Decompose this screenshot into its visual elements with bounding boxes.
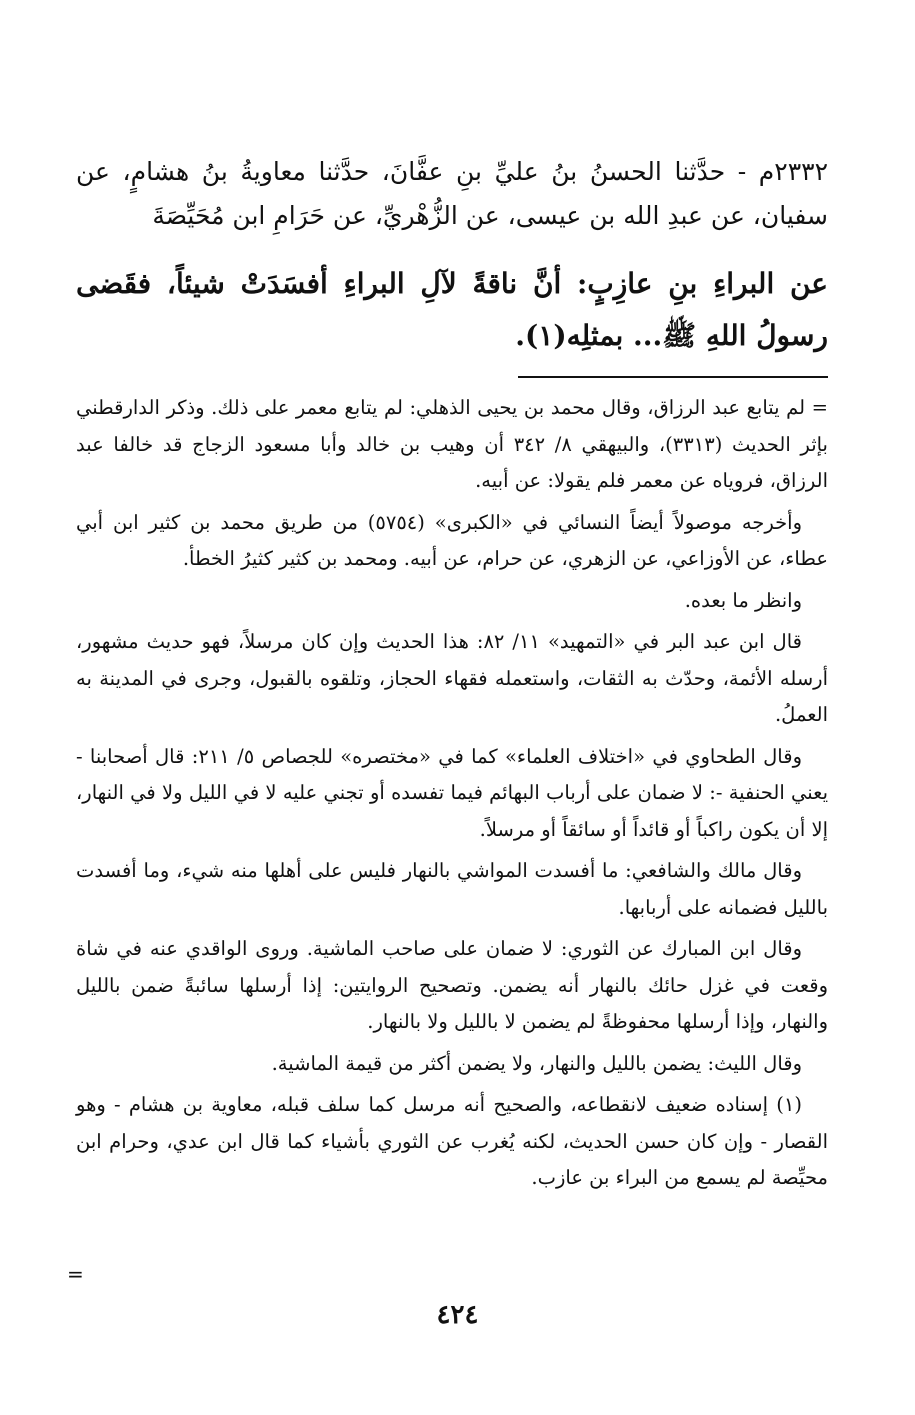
footnote-paragraph: وأخرجه موصولاً أيضاً النسائي في «الكبرى» (٥٧٥٤) من طريق محمد بن كثير ابن أبي عطاء، عن الأوزاعي، عن الزهري، عن حرام، عن أبيه. ومحمد بن كثير كثيرُ الخطأ. — [76, 510, 828, 570]
footnote-paragraph: = لم يتابع عبد الرزاق، وقال محمد بن يحيى الذهلي: لم يتابع معمر على ذلك. وذكر الدارقطني بإثر الحديث (٣٣١٣)، والبيهقي ٨/ ٣٤٢ أن وهيب بن خالد وأبا مسعود الزجاج قد خالفا عبد الرزاق، فروياه عن معمر فلم يقولا: عن أبيه. — [76, 396, 828, 492]
page-content — [76, 150, 828, 1202]
footnote-separator — [518, 376, 828, 378]
continuation-mark: = — [67, 1262, 84, 1286]
footnotes — [76, 390, 828, 1197]
footnote-paragraph: وانظر ما بعده. — [684, 588, 802, 612]
page-number: ٤٢٤ — [436, 1300, 479, 1330]
hadith-text: عن البراءِ بنِ عازِبٍ: أنَّ ناقةً لآلِ البراءِ أفسَدَتْ شيئاً، فقَضى رسولُ اللهِ ﷺ... بمثلِه(١). — [76, 267, 828, 352]
footnote-paragraph: وقال الليث: يضمن بالليل والنهار، ولا يضمن أكثر من قيمة الماشية. — [271, 1051, 802, 1075]
footnote-paragraph: (١) إسناده ضعيف لانقطاعه، والصحيح أنه مرسل كما سلف قبله، معاوية بن هشام - وهو القصار - وإن كان حسن الحديث، لكنه يُغرب عن الثوري بأشياء كما قال ابن عدي، وحرام ابن محيِّصة لم يسمع من البراء بن عازب. — [76, 1093, 828, 1189]
footnote-paragraph: وقال مالك والشافعي: ما أفسدت المواشي بالنهار فليس على أهلها منه شيء، وما أفسدت بالليل فضمانه على أربابها. — [76, 859, 828, 919]
footnote-paragraph: وقال الطحاوي في «اختلاف العلماء» كما في «مختصره» للجصاص ٥/ ٢١١: قال أصحابنا - يعني الحنفية -: لا ضمان على أرباب البهائم فيما تفسده أو تجني عليه لا في الليل ولا في النهار، إلا أن يكون راكباً أو قائداً أو سائقاً أو مرسلاً. — [76, 744, 828, 841]
footnote-paragraph: قال ابن عبد البر في «التمهيد» ١١/ ٨٢: هذا الحديث وإن كان مرسلاً، فهو حديث مشهور، أرسله الأئمة، وحدّث به الثقات، واستعمله فقهاء الحجاز، وتلقوه بالقبول، وجرى في المدينة به العملُ. — [76, 630, 828, 726]
footnote-paragraph: وقال ابن المبارك عن الثوري: لا ضمان على صاحب الماشية. وروى الواقدي عنه في شاة وقعت في غزل حائك بالنهار أنه يضمن. وتصحيح الروايتين: إذا أرسلها سائبةً ضمن بالليل والنهار، وإذا أرسلها محفوظةً لم يضمن لا بالليل ولا بالنهار. — [76, 937, 828, 1033]
hadith-chain: ٢٣٣٢م - حدَّثنا الحسنُ بنُ عليِّ بنِ عفَّانَ، حدَّثنا معاويةُ بنُ هشامٍ، عن سفيان، عن عبدِ الله بن عيسى، عن الزُّهْريِّ، عن حَرَامِ ابن مُحَيِّصَةَ — [76, 157, 828, 230]
